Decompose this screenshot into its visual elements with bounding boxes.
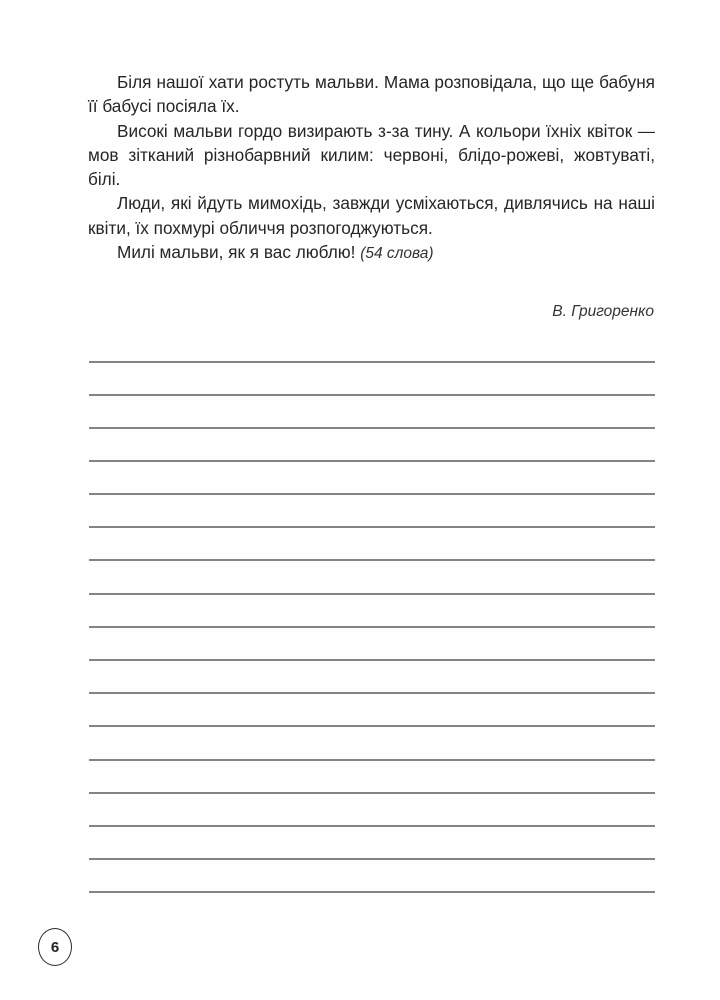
page-number: 6 — [50, 938, 60, 956]
writing-line[interactable] — [89, 493, 655, 495]
writing-line[interactable] — [89, 825, 655, 827]
writing-line[interactable] — [89, 626, 655, 628]
writing-line[interactable] — [89, 559, 655, 561]
paragraph-4-text: Милі мальви, як я вас люблю! — [117, 242, 356, 263]
writing-line[interactable] — [89, 725, 655, 727]
paragraph-3: Люди, які йдуть мимохідь, завжди усміхаються, дивлячись на наші квіти, їх похмурі обличчя розпогоджуються. — [88, 193, 655, 238]
word-count: (54 слова) — [360, 245, 434, 263]
dictation-text — [88, 70, 655, 266]
writing-line[interactable] — [89, 858, 655, 860]
writing-line[interactable] — [89, 526, 655, 528]
writing-line[interactable] — [89, 593, 655, 595]
page-number-badge — [38, 928, 72, 966]
writing-line[interactable] — [89, 692, 655, 694]
writing-line[interactable] — [89, 394, 655, 396]
writing-line[interactable] — [89, 427, 655, 429]
writing-line[interactable] — [89, 759, 655, 761]
paragraph-4 — [88, 240, 655, 266]
writing-line[interactable] — [89, 659, 655, 661]
author-signature: В. Григоренко — [552, 303, 654, 320]
writing-line[interactable] — [89, 792, 655, 794]
paragraph-1: Біля нашої хати ростуть мальви. Мама розповідала, що ще бабуня її бабусі посіяла їх. — [88, 72, 655, 117]
writing-line[interactable] — [89, 891, 655, 893]
writing-line[interactable] — [89, 460, 655, 462]
writing-line[interactable] — [89, 361, 655, 363]
paragraph-2: Високі мальви гордо визирають з-за тину. А кольори їхніх квіток — мов зітканий різнобарвний килим: червоні, блідо-рожеві, жовтуваті, білі. — [88, 120, 655, 190]
